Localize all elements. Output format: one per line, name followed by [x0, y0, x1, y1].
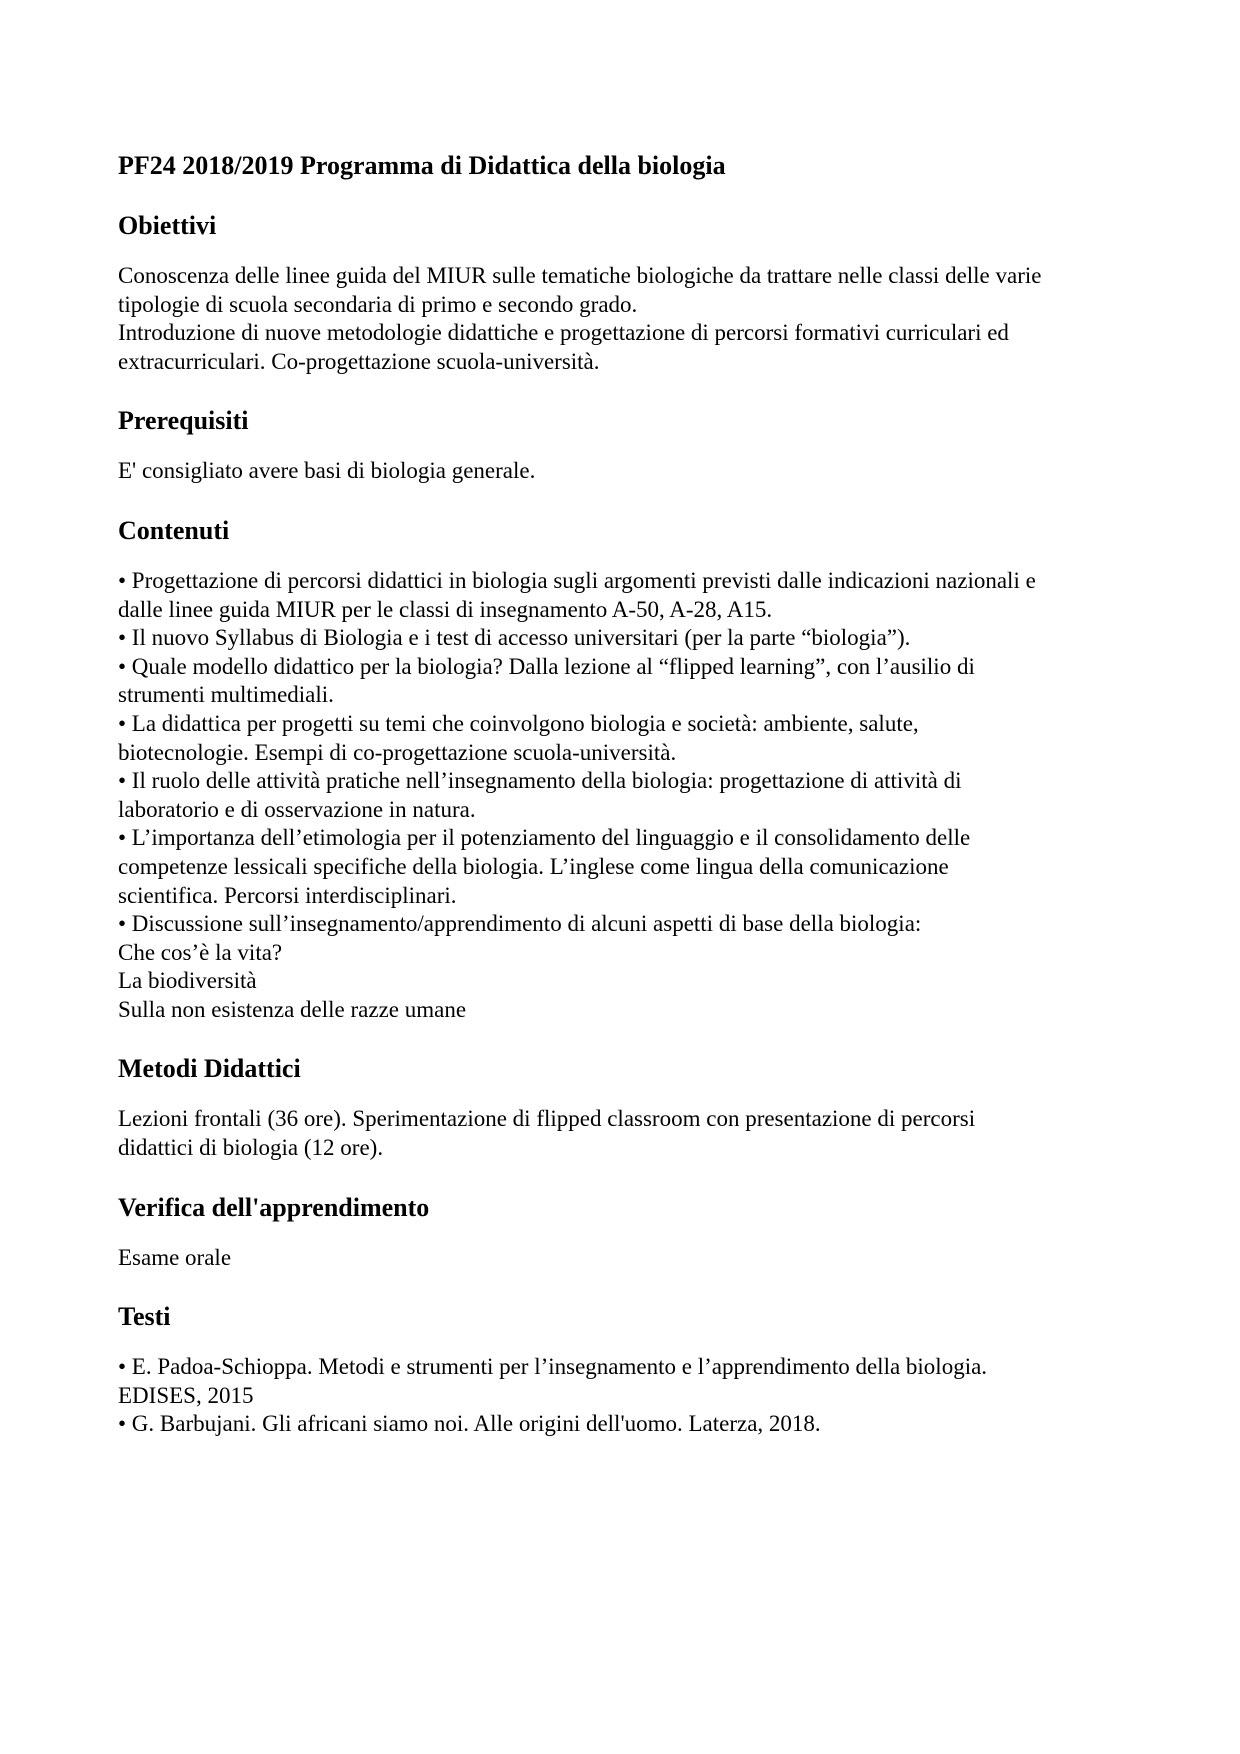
section-heading-contenuti: Contenuti: [118, 515, 230, 545]
bullet-line: • La didattica per progetti su temi che coinvolgono biologia e società: ambiente, salute,: [118, 710, 919, 736]
section-heading-testi: Testi: [118, 1302, 171, 1332]
section-prerequisiti: [118, 406, 1128, 486]
section-heading-verifica: Verifica dell'apprendimento: [118, 1192, 430, 1222]
text-line: Esame orale: [118, 1244, 232, 1270]
section-body-metodi-didattici: [118, 1105, 1128, 1162]
section-body-obiettivi: [118, 262, 1128, 376]
bullet-line: • E. Padoa-Schioppa. Metodi e strumenti per l’insegnamento e l’apprendimento della biologia.: [118, 1354, 988, 1380]
section-body-prerequisiti: [118, 457, 1128, 486]
bullet-line: • L’importanza dell’etimologia per il potenziamento del linguaggio e il consolidamento delle: [118, 825, 971, 851]
bullet-line: • Quale modello didattico per la biologia? Dalla lezione al “flipped learning”, con l’ausilio di: [118, 653, 975, 679]
text-line: dalle linee guida MIUR per le classi di insegnamento A-50, A-28, A15.: [118, 596, 773, 622]
text-line: Lezioni frontali (36 ore). Sperimentazione di flipped classroom con presentazione di percorsi: [118, 1106, 976, 1132]
bullet-line: • Progettazione di percorsi didattici in biologia sugli argomenti previsti dalle indicazioni nazionali e: [118, 567, 1036, 593]
text-line: Introduzione di nuove metodologie didattiche e progettazione di percorsi formativi curriculari ed: [118, 320, 1009, 346]
section-verifica: [118, 1193, 1128, 1273]
section-body-testi: [118, 1353, 1128, 1439]
text-line: Sulla non esistenza delle razze umane: [118, 996, 467, 1022]
text-line: strumenti multimediali.: [118, 682, 334, 708]
section-contenuti: [118, 516, 1128, 1025]
section-body-contenuti: [118, 567, 1128, 1025]
text-line: tipologie di scuola secondaria di primo e secondo grado.: [118, 291, 638, 317]
section-obiettivi: [118, 211, 1128, 376]
bullet-line: • G. Barbujani. Gli africani siamo noi. Alle origini dell'uomo. Laterza, 2018.: [118, 1411, 821, 1437]
section-metodi-didattici: [118, 1054, 1128, 1162]
text-line: extracurriculari. Co-progettazione scuola-università.: [118, 348, 600, 374]
section-body-verifica: [118, 1244, 1128, 1273]
text-line: Conoscenza delle linee guida del MIUR sulle tematiche biologiche da trattare nelle classi delle varie: [118, 263, 1042, 288]
bullet-line: • Il nuovo Syllabus di Biologia e i test di accesso universitari (per la parte “biologia”).: [118, 625, 911, 651]
text-line: competenze lessicali specifiche della biologia. L’inglese come lingua della comunicazione: [118, 853, 949, 879]
section-heading-obiettivi: Obiettivi: [118, 211, 217, 240]
text-line: biotecnologie. Esempi di co-progettazione scuola-università.: [118, 739, 677, 765]
bullet-line: • Il ruolo delle attività pratiche nell’insegnamento della biologia: progettazione di attività di: [118, 768, 962, 794]
text-line: La biodiversità: [118, 968, 257, 994]
document-title: PF24 2018/2019 Programma di Didattica della biologia: [118, 151, 726, 180]
document-page: [118, 140, 1128, 1439]
text-line: EDISES, 2015: [118, 1382, 254, 1408]
text-line: didattici di biologia (12 ore).: [118, 1135, 384, 1161]
section-testi: [118, 1302, 1128, 1439]
section-heading-metodi-didattici: Metodi Didattici: [118, 1054, 301, 1084]
text-line: E' consigliato avere basi di biologia generale.: [118, 458, 536, 484]
text-line: laboratorio e di osservazione in natura.: [118, 796, 476, 822]
text-line: scientifica. Percorsi interdisciplinari.: [118, 882, 457, 908]
bullet-line: • Discussione sull’insegnamento/apprendimento di alcuni aspetti di base della biologia:: [118, 911, 922, 937]
section-heading-prerequisiti: Prerequisiti: [118, 406, 249, 436]
text-line: Che cos’è la vita?: [118, 939, 283, 965]
